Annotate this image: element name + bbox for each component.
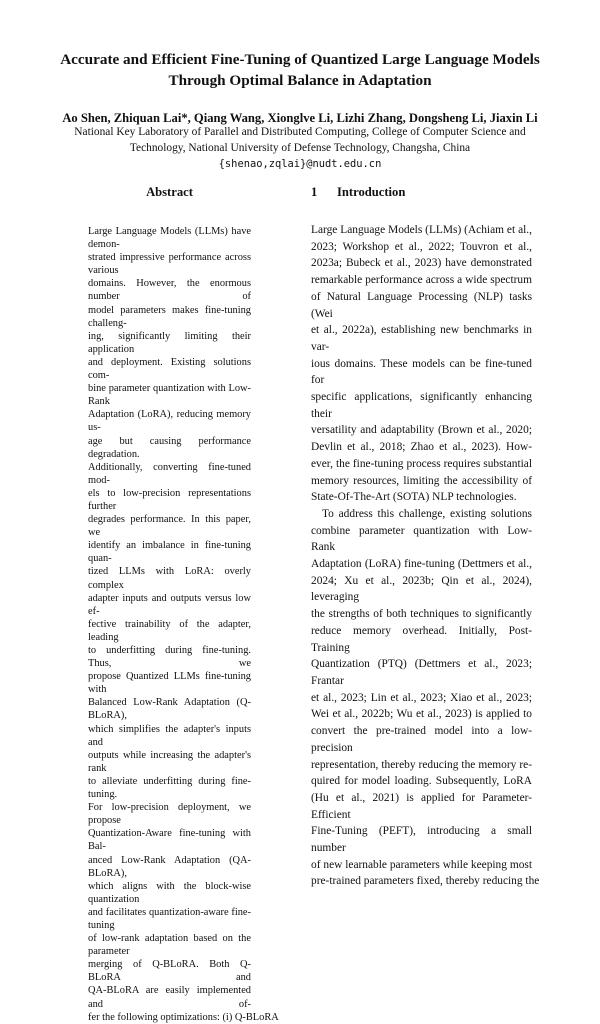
text-line: Fine-Tuning (PEFT), introducing a small number (311, 825, 532, 855)
author-email: {shenao,zqlai}@nudt.edu.cn (218, 158, 382, 170)
text-line: propose Quantized LLMs fine-tuning with (88, 671, 251, 696)
introduction-paragraph (311, 506, 540, 890)
text-line: degrades performance. In this paper, we (88, 514, 251, 539)
text-line: fective trainability of the adapter, leading (88, 618, 251, 643)
text-line: versatility and adaptability (Brown et al., 2020; (311, 424, 532, 437)
text-line: anced Low-Rank Adaptation (QA-BLoRA), (88, 854, 251, 879)
section-title: Introduction (337, 185, 406, 199)
text-line: model parameters makes fine-tuning challeng- (88, 304, 251, 329)
text-line: Balanced Low-Rank Adaptation (Q-BLoRA), (88, 697, 251, 722)
affiliation-line: National Key Laboratory of Parallel and Distributed Computing, College of Computer Science and (74, 126, 526, 138)
text-line: specific applications, significantly enhancing their (311, 391, 532, 420)
text-line: to underfitting during fine-tuning. Thus, we (88, 645, 251, 670)
text-line: strated impressive performance across various (88, 252, 251, 277)
text-line: Adaptation (LoRA) fine-tuning (Dettmers et al., (311, 558, 532, 571)
text-line: of new learnable parameters while keeping most (311, 858, 532, 871)
text-line: Adaptation (LoRA), reducing memory us- (88, 409, 251, 434)
text-line: and deployment. Existing solutions com- (88, 356, 251, 382)
text-line: adapter inputs and outputs versus low ef- (88, 592, 251, 617)
text-line: 2024; Xu et al., 2023b; Qin et al., 2024), leveraging (311, 574, 532, 604)
text-line: and facilitates quantization-aware fine-tuning (88, 906, 251, 931)
text-line: 2023a; Bubeck et al., 2023) have demonstrated (311, 257, 532, 270)
text-line: combine parameter quantization with Low-Rank (311, 524, 532, 554)
text-line: representation, thereby reducing the memory re- (311, 758, 532, 771)
text-line: identify an imbalance in fine-tuning quan- (88, 540, 251, 565)
author-list: Ao Shen, Zhiquan Lai*, Qiang Wang, Xionglve Li, Lizhi Zhang, Dongsheng Li, Jiaxin Li (62, 111, 538, 125)
text-line: the strengths of both techniques to significantly (311, 608, 532, 621)
text-line: pre-trained parameters fixed, thereby reducing the (311, 875, 540, 888)
text-line: convert the pre-trained model into a low-precision (311, 725, 532, 754)
text-line: State-Of-The-Art (SOTA) NLP technologies. (311, 491, 517, 504)
text-line: remarkable performance across a wide spectrum (311, 274, 532, 287)
introduction-paragraph (311, 222, 532, 506)
text-line: fer the following optimizations: (i) Q-BLoRA (88, 1011, 279, 1023)
text-line: Wei et al., 2022b; Wu et al., 2023) is applied to (311, 708, 532, 721)
text-line: of low-rank adaptation based on the parameter (88, 933, 251, 958)
section-number: 1 (311, 185, 318, 199)
text-line: Quantization-Aware fine-tuning with Bal- (88, 828, 251, 853)
text-line: which aligns with the block-wise quantization (88, 880, 251, 905)
text-line: (Hu et al., 2021) is applied for Parameter-Efficient (311, 791, 532, 821)
text-line: Devlin et al., 2018; Zhao et al., 2023). How- (311, 441, 532, 454)
abstract-section (88, 184, 279, 1024)
text-line: tized LLMs with LoRA: overly complex (88, 566, 251, 591)
text-line: QA-BLoRA are easily implemented and of- (88, 985, 251, 1010)
text-line: Large Language Models (LLMs) have demon- (88, 226, 251, 251)
abstract-text (88, 225, 279, 1024)
text-line: to alleviate underfitting during fine-tuning. (88, 775, 251, 801)
title-line: Accurate and Efficient Fine-Tuning of Quantized Large Language Models (60, 51, 540, 68)
title-line: Through Optimal Balance in Adaptation (168, 72, 432, 89)
text-line: 2023; Workshop et al., 2022; Touvron et al., (311, 240, 532, 253)
text-line: els to low-precision representations further (88, 487, 251, 512)
affiliation-line: Technology, National University of Defense Technology, Changsha, China (129, 142, 471, 154)
text-line: domains. However, the enormous number of (88, 278, 251, 303)
text-line: of Natural Language Processing (NLP) tasks (Wei (311, 290, 532, 320)
paper-title (40, 49, 560, 91)
text-line: merging of Q-BLoRA. Both Q-BLoRA and (88, 959, 251, 984)
introduction-heading (311, 184, 532, 200)
text-line: which simplifies the adapter's inputs and (88, 723, 251, 748)
text-line: et al., 2022a), establishing new benchmarks in var- (311, 324, 532, 353)
text-line: Quantization (PTQ) (Dettmers et al., 2023; Frantar (311, 658, 532, 687)
text-line: For low-precision deployment, we propose (88, 802, 251, 827)
text-line: age but causing performance degradation. (88, 435, 251, 460)
text-line: ious domains. These models can be fine-tuned for (311, 357, 532, 387)
text-line: Large Language Models (LLMs) (Achiam et al., (311, 224, 532, 236)
text-line: outputs while increasing the adapter's rank (88, 749, 251, 774)
introduction-section (311, 184, 540, 890)
text-line: memory resources, limiting the accessibility of (311, 474, 532, 487)
text-line: ing, significantly limiting their application (88, 330, 251, 355)
affiliation (30, 124, 570, 172)
text-line: To address this challenge, existing solutions (322, 507, 532, 520)
text-line: quired for model loading. Subsequently, LoRA (311, 775, 532, 788)
text-line: bine parameter quantization with Low-Rank (88, 383, 251, 408)
text-line: Additionally, converting fine-tuned mod- (88, 461, 251, 486)
abstract-heading: Abstract (146, 185, 193, 199)
text-line: et al., 2023; Lin et al., 2023; Xiao et al., 2023; (311, 691, 532, 704)
text-line: reduce memory overhead. Initially, Post-Training (311, 624, 532, 654)
text-line: ever, the fine-tuning process requires substantial (311, 457, 532, 470)
